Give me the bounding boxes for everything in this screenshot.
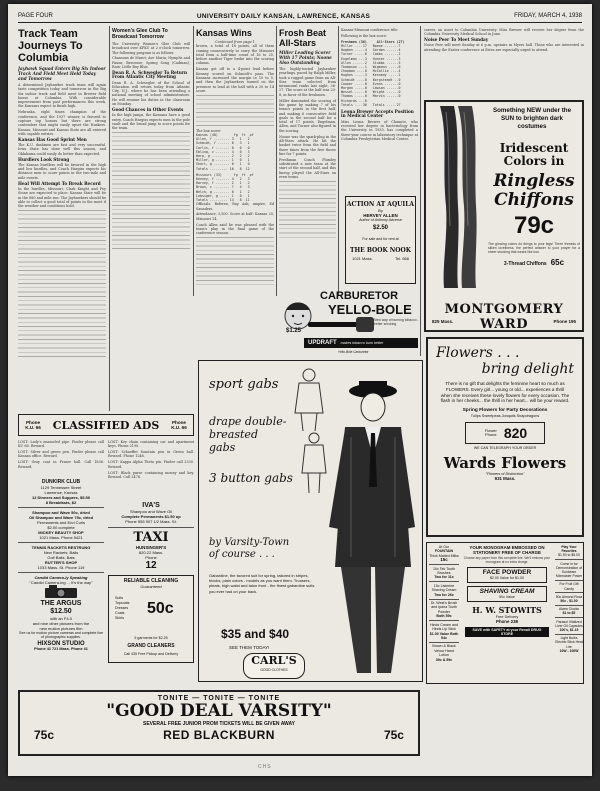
drug-hinds: Hinds Cream and Hinds Lip Stick (430, 622, 458, 632)
drug-right-5-price: $1 to $5 (562, 611, 576, 616)
drug-toothbrush-price: Two for 11c (434, 575, 454, 580)
man-in-suit-illustration (321, 377, 421, 677)
track-paragraph: The Kansas hurdlers will be favored in the high and low hurdles, and Coach Hargiss expects his distance men to score points in the two-mile and mile events. (18, 162, 106, 180)
classified-list-1 (18, 440, 104, 476)
aquila-sale-note: For sale and for rent at (362, 237, 399, 241)
newspaper-page (8, 4, 592, 776)
face-powder: FACE POWDER (482, 568, 532, 576)
gabs-price: $35 and $40 (221, 627, 290, 641)
track-subhead: Hurdlers Look Strong (18, 156, 70, 162)
newspaper-name: UNIVERSITY DAILY KANSAN, LAWRENCE, KANSAS (196, 12, 371, 20)
classified-item: LOST: Black purse containing money and key. Reward. Call 2478. (108, 470, 194, 479)
three-thread-price: 65c (550, 257, 565, 267)
pipe-subtext: New way of burning tobacco - better smoking (374, 318, 419, 326)
taxi-title: TAXI (133, 530, 169, 545)
stocking-icon (432, 106, 482, 296)
column-rule (193, 26, 194, 296)
spring-flowers: Spring Flowers for Party Decorations (462, 408, 548, 414)
frosh-paragraph: Freshman Coach Plumley substituted a new team at the start of the second half, and this lineup played the All-Stars on even terms. (279, 157, 336, 179)
topright-subhead: Noise Peer To Meet Sunday (424, 37, 489, 43)
camera-icon (41, 585, 81, 599)
article-text-body (279, 181, 336, 241)
brewer-paragraph: Miss Leona Brewer of Chanute, who received her degree in bacteriology from the University in 1935, has completed a three-year course in laboratory technique at Columbia Presbyterian Medical Center. (341, 119, 418, 141)
ringless-description: The glowing colors do things to your legs! Three threads of silken loveliness, the perfect answer to your prayer for a sheer stocking that wears like iron. (488, 242, 580, 255)
ivas-name: IVA'S (142, 502, 160, 509)
aquila-title: ACTION AT AQUILA (346, 201, 415, 208)
yello-bole-note: Yello-Bole Carburetor (338, 350, 369, 354)
pipe-price: $1.25 (286, 328, 302, 334)
classified-phone-right: Phone K.U. 66 (171, 420, 187, 430)
tonite-3: TONITE (248, 695, 281, 702)
track-subhead: Heal Will Attempt To Break Record (18, 180, 101, 186)
drug-velour: Brown & Black Velour Hand Lotion (432, 644, 456, 658)
flowers-body: There is no gift that delights the feminine heart so much as FLOWERS. Every girl... young or old... experiences a thrill when she receives these lovely flowers for every occasion. The flash in her cheeks... the thrill in her heart... will be your reward. (440, 381, 570, 404)
hixson-studio: HIXSON STUDIO (37, 640, 85, 647)
column-rule (276, 26, 277, 296)
drug-right-4: 50c Almond Roca (555, 594, 583, 599)
ringless-tagline: Something NEW under the SUN to brighten dark costumes (492, 107, 572, 130)
rexall-banner: SAVE with SAFETY at your Rexall DRUG STORE (465, 627, 549, 637)
classified-item: LOST: Lady's enameled pipe. Finder please call KU 66. Reward. (18, 440, 104, 449)
glee-paragraph: The University Women's Glee Club will broadcast over KFKU at 2 o'clock tomorrow. The following program is as follows: (112, 42, 190, 55)
kansas-box-header: Kansas (40) fg ft pf (196, 133, 254, 138)
classified-item: LOST: Kappa Alpha Theta pin. Finder call 2530. Reward. (108, 460, 194, 469)
shampoo-line-4: $2.00 complete (47, 525, 75, 530)
wards-flowers-ad (426, 337, 584, 537)
varsity-town-gabs-ad (198, 360, 423, 682)
track-paragraph: In the hurdles, Missouri, Clark Knight and Foy Stone are expected to place. Kansas State will be in the 880 and mile run. The Jayhawkers should be able to collect a good total of points in the meet if the weather and conditions hold. (18, 186, 106, 209)
prom-tickets-note: SEVERAL FREE JUNIOR PROM TICKETS WILL BE GIVEN AWAY (143, 721, 295, 727)
track-paragraph: A determined Jayhawker track team will again taste competition today and tomorrow in the Big Six indoor track and field meet in Brewer field house at Columbia. With considerable improvement from past performances this week, the Kansans expect to finish high. (18, 83, 106, 109)
three-button-gabs-label: 3 button gabs (209, 471, 293, 485)
topright-paragraph: Noise Peer will meet Sunday at 6 p.m. upstairs in Myers hall. Those who are interested in attending the Easter conference at Estes are especially urged to attend. (424, 43, 584, 52)
stowits-phone: Phone 238 (496, 618, 518, 624)
drug-right-7-price: 10W - 100W (559, 648, 579, 653)
wins-paragraph: brown, a total of 18 points, all of them coming consecutively to carry the Missouri total from a half-time count of 16 to 25, before another Tiger broke into the scoring column. (196, 44, 274, 66)
argus-note: and nine other pictures from the (32, 621, 90, 626)
track-deck: Jayhawk Squad Enters Big Six Indoor Track And Field Meet Held Today and Tomorrow (18, 66, 106, 81)
aquila-by: By (378, 208, 383, 213)
tennis-rackets: TENNIS RACKETS RESTRUNG (31, 545, 91, 550)
drug-dr-wests-price: Both 59c (436, 614, 452, 619)
wards-address: 931 Mass. (494, 476, 516, 482)
frosh-article (279, 28, 336, 294)
article-text-body (196, 237, 274, 287)
ringless-price: 79c (513, 212, 555, 239)
argus-name: THE ARGUS (40, 600, 82, 607)
drug-fountain: FOUNTAIN (434, 549, 454, 554)
face-powder-price: $2.00 Value for $1.00 (489, 575, 525, 580)
drape-gabs-label: drape double-breasted gabs (209, 415, 287, 454)
kansas-wins-headline: Kansas Wins (196, 28, 252, 38)
aquila-author: HERVEY ALLEN (363, 213, 398, 218)
ringless-chiffons-ad (424, 100, 584, 332)
drug-right-7: Light Bulbs Electric Stick Heat Lite (555, 636, 583, 649)
drug-at-our: At Our (438, 545, 450, 549)
stowits-drug-ad (426, 542, 584, 684)
book-nook-address: 1021 Mass. (352, 256, 373, 261)
cleaning-items: Suits Topcoats Dresses Coats Skirts (115, 596, 130, 620)
box-intro: Following is the box score: (341, 33, 388, 38)
frosh-box-score (341, 28, 418, 156)
cleaning-ad (108, 575, 194, 663)
glee-subhead: Good Chances in Other Events (112, 106, 184, 112)
good-deal-varsity-ad: TONITE — TONITE — TONITE "GOOD DEAL VARSITY" SEVERAL FREE JUNIOR PROM TICKETS WILL BE GIVEN AWAY 75c RED BLACKBURN 75c (18, 690, 420, 756)
hixson-address: Phone 41 721 Mass. Phone 41 (34, 646, 88, 651)
classified-item: LOST: Silver and green pen. Finder please call Kansan office. Reward. (18, 450, 104, 459)
drug-right-5: Alarm Clocks (559, 607, 579, 612)
three-thread-label: 3-Thread Chiffons (503, 260, 547, 267)
drug-listerine-price: Two for 26c (434, 592, 454, 597)
drug-left-column (429, 545, 459, 662)
classified-banner (18, 414, 194, 436)
carls-tagline: GOOD CLOTHES (260, 668, 288, 672)
taxi-company: HUNSINGER'S (135, 545, 167, 550)
glee-paragraph: In the high jumps, the Kansans have a good entry. Coach Hargiss expects men in the pole vault and the broad jump to score points for the team. (112, 113, 190, 131)
ivas-line-2: Complete Permanents $1.50 up (121, 514, 181, 519)
classified-item: LOST: Schaeffer fountain pen in Green hall. Reward. Phone 1248. (108, 450, 194, 459)
wins-paragraph: Kansas got off to a 4-point lead before Kenney scored on Schmidt's pass. The Kansans increased the margin to 10 to 5, and then the Jayhawkers turned on the pressure to lead at the half with a 20 to 14 score. (196, 67, 274, 93)
dunkirk-city: Lawrence, Kansas (44, 490, 78, 495)
rutters-shop: RUTTER'S SHOP (44, 560, 78, 565)
telegraph-note: WE CAN TELEGRAPH YOUR ORDER (473, 446, 537, 451)
band-name: RED BLACKBURN (163, 728, 275, 742)
drug-dr-wests: Dr. West's Brush and Ipana Tooth Powder (430, 601, 458, 614)
flower-phone-number: 820 (503, 425, 528, 442)
argus-tagline: Candid Camera-ly Speaking (34, 575, 88, 580)
argus-price: $12.50 (50, 608, 72, 615)
masthead (18, 10, 582, 23)
tennis-line-2: New Rackets, Balls (43, 550, 79, 555)
taxi-number: 12 (145, 560, 157, 571)
admission-price-left: 75c (34, 728, 55, 742)
service-ads-column (108, 502, 194, 702)
dunkirk-dinners: 12 Dinners and Suppers, $5.50 (31, 495, 91, 500)
box-header: Kansas-Missouri conference title (341, 28, 398, 32)
drug-velour-price: 39c & 59c (435, 657, 453, 662)
tonite-2: TONITE (203, 695, 235, 702)
track-paragraph: The K.U. dashmen are fast and very successful. Iowa State has done well this season, and Oklahoma could easily do better than expected. (18, 143, 106, 156)
action-at-aquila-ad (345, 196, 416, 284)
drug-right-1-price: $1.50 to $5.00 (558, 553, 580, 558)
kansas-wins-article (196, 28, 274, 294)
wins-paragraph: Coach Allen said he was pleased with the team's play in the final game of the conference season. (196, 222, 274, 236)
argus-quote: "Candid Camera-ing ... It's the way" (29, 580, 93, 585)
dunkirk-breakfasts: 8 Breakfasts, $2 (45, 500, 77, 505)
wards-motto: "Flowers of Distinction" (485, 472, 525, 477)
tennis-line-3: Golf Balls, Bats (47, 555, 75, 560)
flower-phone-label: Flower Phone (484, 427, 497, 438)
monogram-title: YOUR MONOGRAM EMBOSSED ON STATIONERY FREE OF CHARGE (469, 545, 545, 556)
glee-article (112, 28, 190, 294)
drug-right-6-price: 100's, $1.19 (559, 628, 579, 633)
grand-cleaners: GRAND CLEANERS (127, 643, 175, 649)
box-columns: Freshmen (36) All-Stars (27) (341, 39, 405, 44)
book-nook-name: THE BOOK NOOK (350, 247, 411, 254)
glee-paragraph: Chansons de Marot; Ave Maria; Nymphs and Fauns; Berceuse; Spring Song (Cadman); Rain; Little Boy Blue. (112, 56, 190, 70)
track-article (18, 28, 106, 410)
officials-line: Officials: Referee, Ray Ash; umpire, Ed Saunders. (196, 202, 274, 211)
drug-listerine: 15c Listerine Shaving Cream (431, 583, 457, 593)
classified-item: LOST: Key chain containing car and apartment keys. Phone 2190. (108, 440, 194, 449)
mickey-beauty-shop: MICKEY BEAUTY SHOP (38, 530, 84, 535)
gabs-description: Gabardine, the favored suit for spring, tailored in stripes, blocks, plain colors - models as you want them. Trousers, pleats, high waist and talon front - the finest gabardine suits you ever had on your back. (209, 573, 315, 594)
aquila-author-note: Author of Anthony Adverse (359, 218, 402, 222)
carls-logo: CARL'S (251, 654, 297, 667)
yello-bole-headline: YELLO-BOLE (328, 302, 412, 317)
good-deal-varsity-title: "GOOD DEAL VARSITY" (106, 701, 332, 721)
folio-mark: CHS (258, 764, 272, 770)
column-rule (109, 26, 110, 411)
ringless-brand: Ringless (493, 171, 575, 191)
admission-price-right: 75c (383, 728, 404, 742)
article-text-body (18, 210, 106, 360)
ringless-iridescent: Iridescent (499, 141, 569, 155)
cleaning-price: 50c (147, 600, 174, 617)
classified-item: LOST: Gray coat in Fraser hall. Call 1836. Reward. (18, 460, 104, 469)
drug-hinds-price: $1.00 Value Both 54c (429, 631, 459, 640)
drug-center-column (461, 545, 553, 637)
stowits-name: H. W. STOWITS (472, 604, 542, 615)
shampoo-line-2: Oil Shampoo and Wave 75c, dried (28, 515, 94, 520)
track-paragraph: Nebraska, eight times champion of the conference, and the 1937 winner, is favored to capture top honors but there are strong contenders that might easily upset the Huskers. Kansas, Missouri and Kansas State are all entered with capable entries. (18, 110, 106, 136)
track-headline: Track Team Journeys To Columbia (18, 28, 83, 64)
brewer-headline: Leona Brewer Accepts Position in Medical Center (341, 109, 414, 119)
column-rule (420, 26, 421, 356)
taxi-phone-label: Phone (145, 555, 157, 560)
updraft-tagline: makes tobacco burn better (340, 341, 384, 345)
flowers-line-1: Flowers . . . (436, 345, 520, 361)
drug-malted-price: 15c (440, 557, 448, 563)
glee-subhead: Dean R. A. Schwegler To Return From Atlantic City Meeting (112, 69, 188, 80)
argus-lens: with an F4.5 (50, 616, 72, 621)
cleaning-bulk: 5 garments for $2.25 (134, 636, 168, 640)
glee-headline: Women's Glee Club To Broadcast Tomorrow (112, 28, 168, 40)
cleaning-contact: Call 435 Free Pickup and Delivery (123, 652, 179, 656)
drug-right-6: Parasol Vitalized Liver Oil Capsules (555, 619, 583, 628)
missouri-box-rows: Kenney, f ....... 4 2 3 Harvey, f ....... 2 1 2 Brown, c ........ 7 4 3 Welch, g ........ 0 1 2 Lobsiger, g ..... 1 0 1 Totals ......... 14 8 11 (196, 177, 250, 203)
pipe-icon (308, 316, 378, 334)
article-text-body (112, 132, 190, 250)
ivas-line-3: Phone 555 907 1/2 Mass. St. (125, 519, 177, 524)
page-number: PAGE FOUR (18, 13, 53, 19)
shampoo-line-3: Permanents and End Curls (36, 520, 86, 525)
issue-date: FRIDAY, MARCH 4, 1938 (514, 13, 582, 19)
frosh-headline: Frosh Beat All-Stars (279, 28, 327, 48)
sport-gabs-label: sport gabs (209, 377, 279, 392)
drug-right-4-price: 50c - $1.00 (560, 599, 578, 604)
book-nook-phone: Tel. 666 (394, 256, 409, 261)
rutters-address: 1033 Mass. St. Phone 119 (37, 565, 85, 570)
ivas-line-1: Shampoo and Wave Oil (129, 509, 173, 514)
frosh-paragraph: The highly-touted Jayhawker yearlings, paced by Ralph Miller, took a rugged game from an All-Star team selected from intramural ranks last night, 36-27. The score at the half was 20-8, in favor of the freshmen. (279, 67, 336, 97)
drug-right-1: Play Your Favorites (561, 545, 577, 554)
shaving-cream-price: 50c Value (499, 594, 515, 599)
ward-phone: Phone 195 (553, 319, 576, 324)
yello-bole-ad (278, 286, 420, 356)
tonite-1: TONITE (157, 695, 190, 702)
wards-flowers-logo: Wards Flowers (443, 454, 567, 473)
ringless-brand-2: Chiffons (494, 190, 574, 210)
kansas-box-rows: Allen, f ........ 3 1 2 Schmidt, f ...... 6 3 1 Corlis, f ....... 0 0 0 Ebling, c ....... 4 0 3 Harp, g ......... 2 2 2 Miller, g ....... 1 0 1 Short, g ........ 0 1 0 Totals ......... 16 8 12 (196, 137, 250, 171)
cleaning-sub: Guaranteed (140, 584, 162, 589)
drug-malted: Thick Malted Milks (429, 553, 459, 558)
drug-toothbrush: 10c Tek Tooth Brushes (432, 566, 456, 576)
missouri-box-header: Missouri (33) fg ft pf (196, 172, 254, 177)
classified-title: CLASSIFIED ADS (52, 418, 160, 432)
argus-film: new motion pictures film (39, 626, 83, 631)
attendance-line: Attendance, 3,500. Score at half: Kansas 20, Missouri 14. (196, 212, 274, 221)
track-subhead: Kansas Has Good Sprint Men (18, 136, 87, 142)
varsity-town-label: by Varsity-Town of course . . . (209, 537, 290, 560)
small-ads-column (18, 480, 104, 704)
box-score-label: The box score: (196, 128, 222, 133)
frosh-paragraph: Miller dominated the scoring of the game by making 7 of his team's points in the first half, and making 6 consecutive field goals in the second half for a total of 17 points. Engelman, Allen, and Turner also figured in the scoring. (279, 98, 336, 133)
glee-paragraph: Dean R. A. Schwegler of the School of Education will return today from Atlantic City, N.J., where he has been attending a national meeting of school administrators. He will resume his duties in the classroom on Monday. (112, 80, 190, 107)
frosh-paragraph: Noone was the spark-plug in the All-Stars attack. He hit the basket twice from the field and three times from the free throw line for 7 points. (279, 134, 336, 156)
box-rows: Miller ....17 Noone .......7 Hogben .....4 Gordon ......4 Turner .....6 Combs .......2 Engelman ...3 Hunter ......3 Allen ......2 Stubbs ......5 Thompson ...1 Wigmann .....0 Chapman ....0 McCallie ....4 Hughes .....3 Kennedy .....2 Schmidt ....0 Borgsteadt ..0 Cooper .....0 Evans .......0 Morgan .....0 Lawson ......0 Wessel .....0 Wright ......0 Thomas .....0 Marvin ......0 Richards ...0 Totals ....36 Totals .....27 (341, 43, 401, 107)
cleaning-title: RELIABLE CLEANING (123, 578, 179, 584)
updraft-tag: UPDRAFT (308, 340, 337, 346)
shaving-cream: SHAVING CREAM (479, 587, 535, 595)
stowits-delivery: Free Delivery (495, 614, 519, 619)
article-text-body (196, 95, 274, 127)
dunkirk-name: DUNKIRK CLUB (41, 479, 81, 485)
gabs-cta: SEE THEM TODAY! (229, 645, 270, 650)
monogram-body: Choose any paper from this complete line. We'll emboss your monogram at no extra charge. (463, 555, 551, 564)
shampoo-line-1: Shampoo and Wave 50c, dried (32, 510, 90, 515)
aquila-price: $2.50 (372, 225, 388, 231)
drug-right-3: For Fruit Gift Candy (559, 582, 579, 591)
drug-right-2: Come in for Demonstration of Sunbeam Mixmaster Power (555, 561, 583, 579)
taxi-address: 820-22 Mass. (138, 550, 164, 555)
ringless-colors-in: Colors in (503, 154, 565, 168)
topright-paragraph: career, an asset to Columbia University. Miss Brewer will receive her degree from the Columbia University Medical School in June. (424, 28, 584, 37)
flowers-line-2: bring delight (481, 361, 574, 377)
classified-list-2 (108, 440, 194, 500)
mickey-address: 1021 Mass. Phone 5421 (39, 535, 83, 540)
dunkirk-address: 1129 Tennessee Street (40, 485, 82, 490)
topright-article (424, 28, 584, 98)
column-rule (338, 26, 339, 296)
carburetor-headline: CARBURETOR (320, 290, 399, 302)
argus-supplies: See us for motion picture cameras and complete line of photographic supplies. (19, 631, 103, 640)
flower-types: Tulips Sweetpeas Jonquils Snapdragons (470, 414, 540, 419)
montgomery-ward-logo: MONTGOMERY WARD (444, 302, 564, 332)
ward-address: 825 Mass. (432, 319, 454, 324)
frosh-deck: Miller Leading Scorer With 17 Points; Noone Also Outstanding (279, 50, 332, 65)
drug-right-column (555, 545, 583, 653)
continued-line: Continued from page 1 (215, 40, 255, 44)
stocking-legs-illustration (432, 106, 482, 296)
classified-phone-left: Phone K.U. 66 (25, 420, 41, 430)
